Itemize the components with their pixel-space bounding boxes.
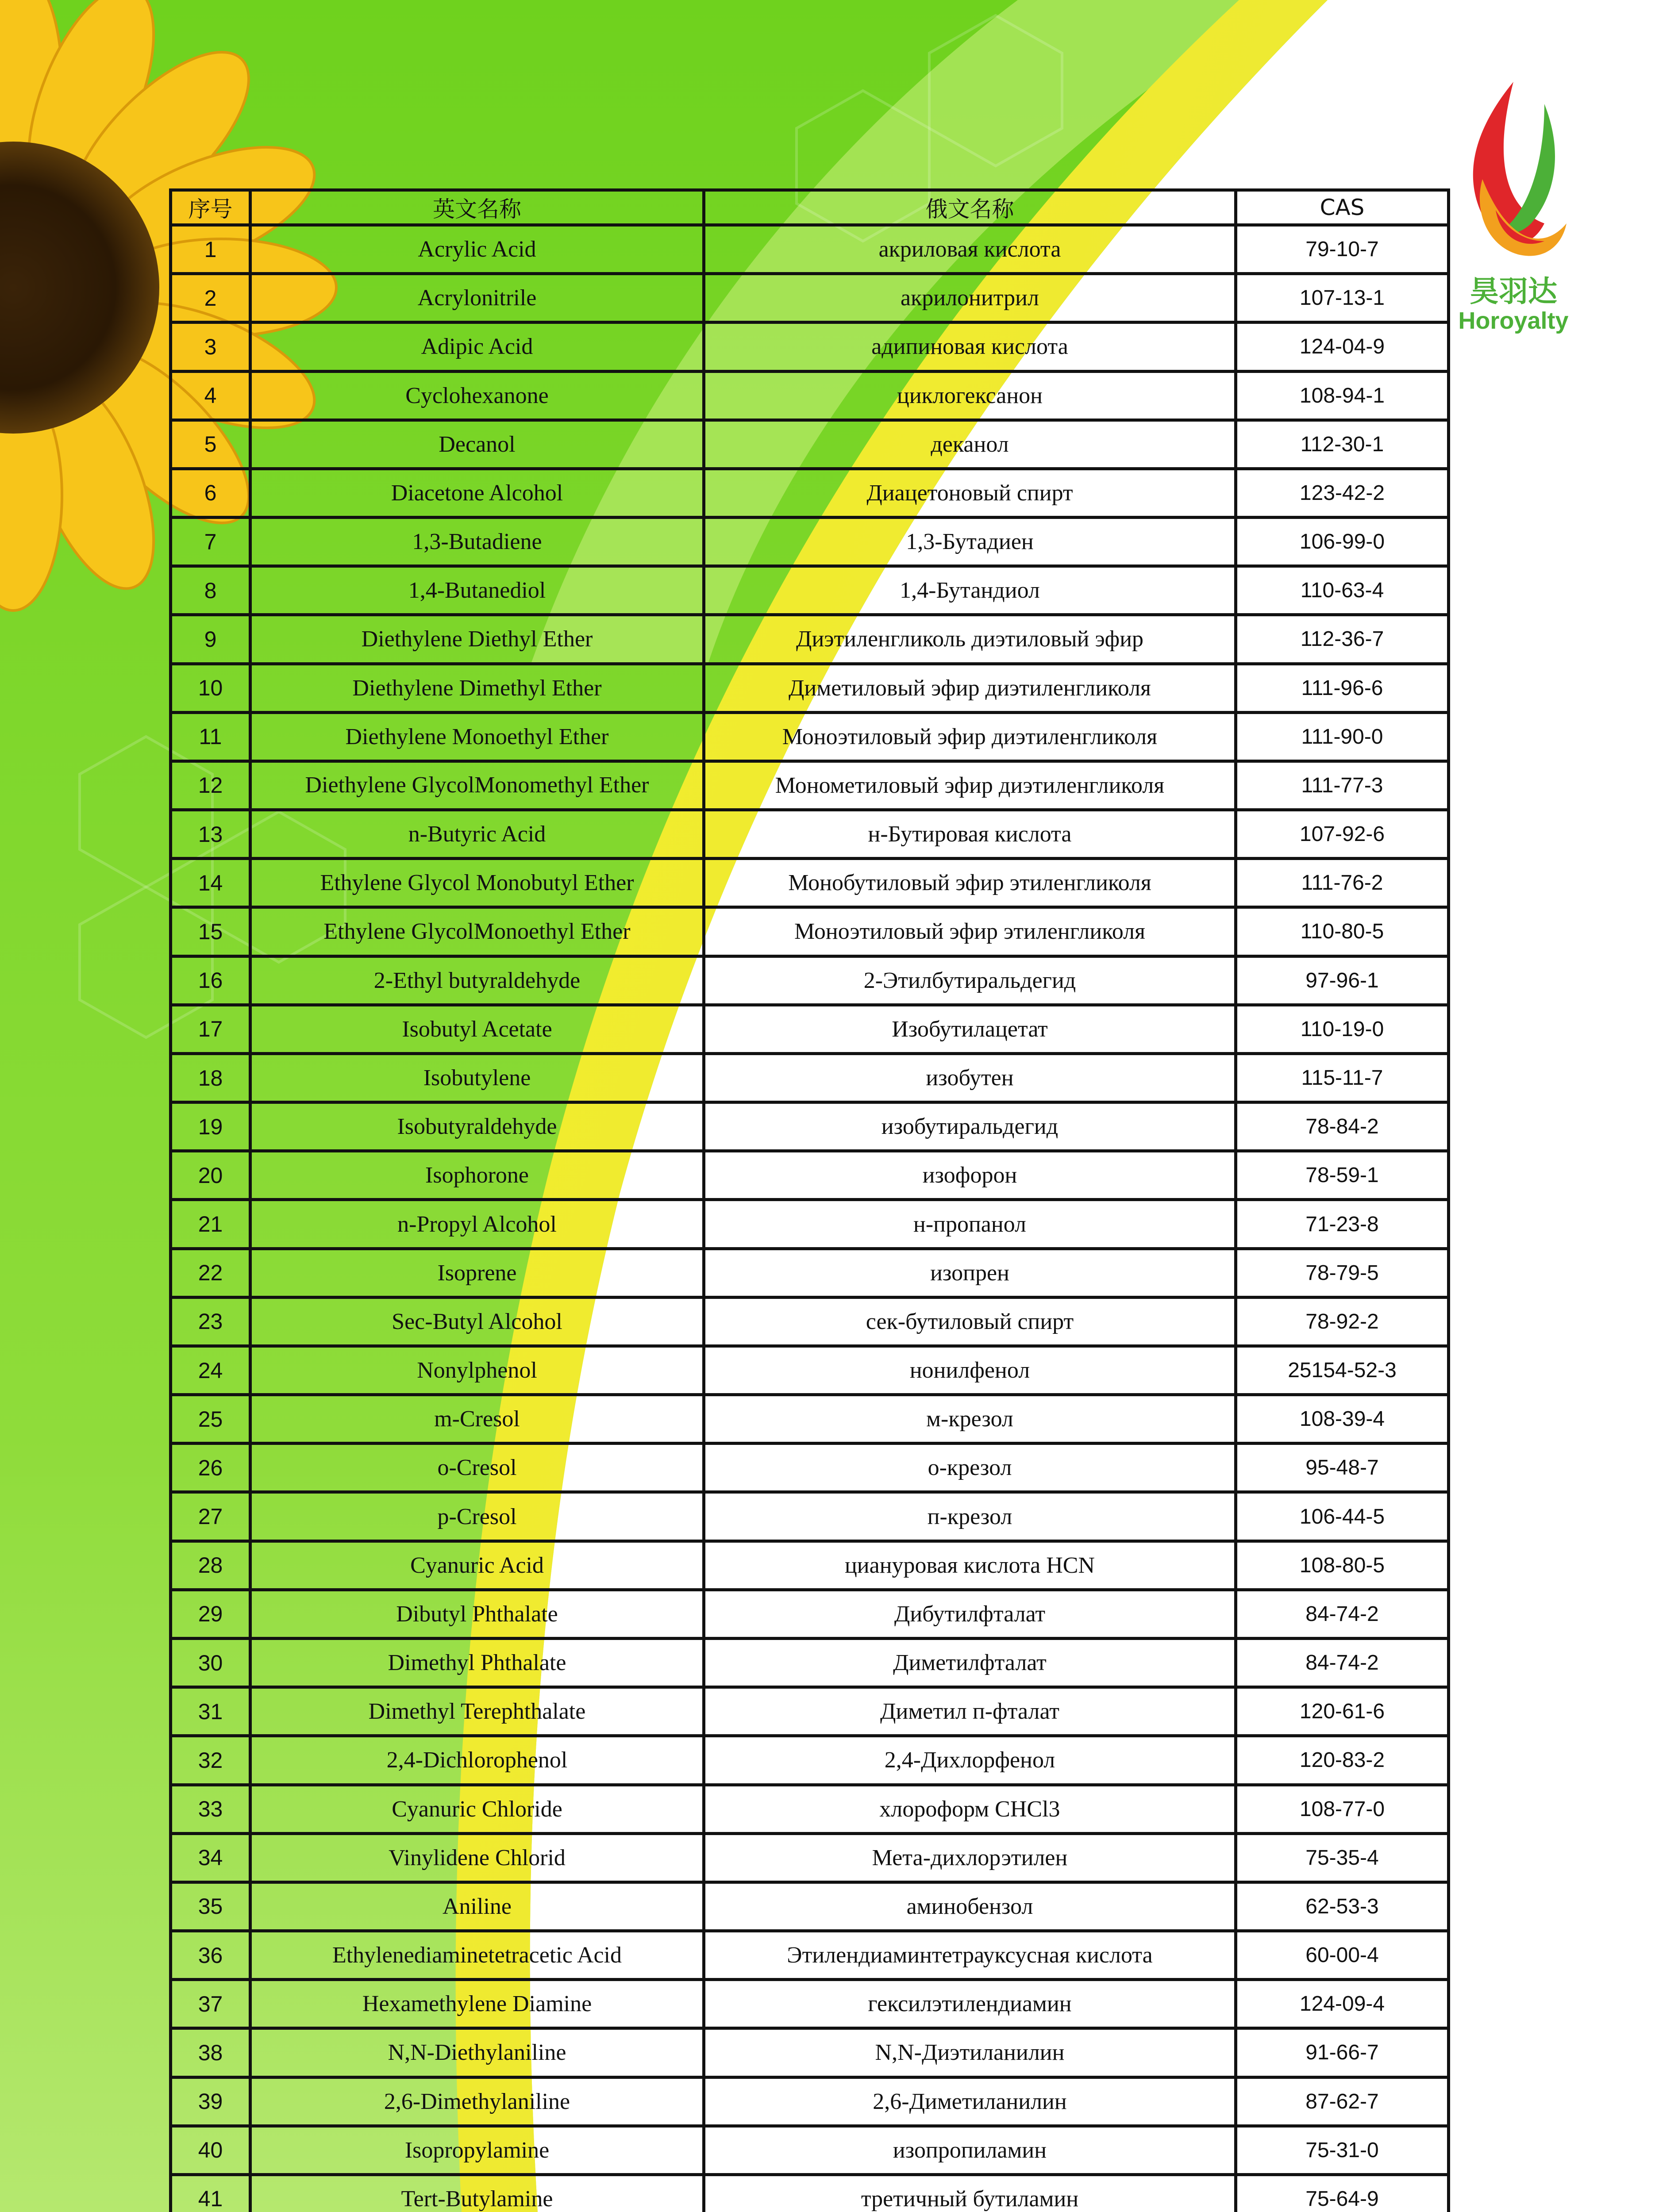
product-table bbox=[169, 188, 1450, 2212]
cas-number: 78-92-2 bbox=[1236, 1297, 1449, 1346]
english-name: Diethylene GlycolMonomethyl Ether bbox=[250, 761, 704, 810]
cas-number: 111-77-3 bbox=[1236, 761, 1449, 810]
row-index: 16 bbox=[171, 956, 250, 1005]
table-row bbox=[171, 1248, 1449, 1297]
row-index: 40 bbox=[171, 2126, 250, 2174]
table-header-row bbox=[171, 190, 1449, 225]
table-row bbox=[171, 1687, 1449, 1736]
table-row bbox=[171, 1005, 1449, 1053]
cas-number: 110-63-4 bbox=[1236, 566, 1449, 615]
row-index: 9 bbox=[171, 615, 250, 664]
table-row bbox=[171, 1833, 1449, 1882]
english-name: Diethylene Monoethyl Ether bbox=[250, 712, 704, 761]
cas-number: 106-99-0 bbox=[1236, 518, 1449, 566]
russian-name: 2-Этилбутиральдегид bbox=[704, 956, 1236, 1005]
table-row bbox=[171, 1492, 1449, 1541]
table-row bbox=[171, 2126, 1449, 2174]
row-index: 7 bbox=[171, 518, 250, 566]
table-row bbox=[171, 1053, 1449, 1102]
cas-number: 110-19-0 bbox=[1236, 1005, 1449, 1053]
table-row bbox=[171, 907, 1449, 956]
row-index: 21 bbox=[171, 1200, 250, 1248]
english-name: Ethylene Glycol Monobutyl Ether bbox=[250, 859, 704, 907]
english-name: Isopropylamine bbox=[250, 2126, 704, 2174]
row-index: 28 bbox=[171, 1541, 250, 1590]
cas-number: 84-74-2 bbox=[1236, 1590, 1449, 1638]
row-index: 3 bbox=[171, 323, 250, 371]
cas-number: 106-44-5 bbox=[1236, 1492, 1449, 1541]
english-name: Hexamethylene Diamine bbox=[250, 1980, 704, 2028]
cas-number: 124-09-4 bbox=[1236, 1980, 1449, 2028]
table-row bbox=[171, 225, 1449, 274]
cas-number: 110-80-5 bbox=[1236, 907, 1449, 956]
brand-name-cn: 昊羽达 bbox=[1470, 274, 1557, 308]
english-name: N,N-Diethylaniline bbox=[250, 2028, 704, 2077]
cas-number: 78-59-1 bbox=[1236, 1151, 1449, 1200]
table-row bbox=[171, 371, 1449, 420]
header-cas: CAS bbox=[1236, 190, 1449, 225]
table-row bbox=[171, 859, 1449, 907]
english-name: Isobutylene bbox=[250, 1053, 704, 1102]
cas-number: 75-64-9 bbox=[1236, 2174, 1449, 2212]
row-index: 2 bbox=[171, 274, 250, 323]
table-row bbox=[171, 761, 1449, 810]
row-index: 10 bbox=[171, 664, 250, 712]
flame-logo-icon bbox=[1456, 77, 1571, 272]
table-row bbox=[171, 1541, 1449, 1590]
english-name: Ethylenediaminetetracetic Acid bbox=[250, 1931, 704, 1980]
row-index: 26 bbox=[171, 1444, 250, 1492]
row-index: 20 bbox=[171, 1151, 250, 1200]
russian-name: изобутен bbox=[704, 1053, 1236, 1102]
row-index: 32 bbox=[171, 1736, 250, 1785]
russian-name: циануровая кислота HCN bbox=[704, 1541, 1236, 1590]
english-name: Nonylphenol bbox=[250, 1346, 704, 1394]
table-row bbox=[171, 1736, 1449, 1785]
row-index: 4 bbox=[171, 371, 250, 420]
russian-name: Монобутиловый эфир этиленгликоля bbox=[704, 859, 1236, 907]
english-name: Dibutyl Phthalate bbox=[250, 1590, 704, 1638]
table-row bbox=[171, 2077, 1449, 2126]
table-row bbox=[171, 1102, 1449, 1151]
table-row bbox=[171, 420, 1449, 469]
russian-name: циклогексанон bbox=[704, 371, 1236, 420]
table-row bbox=[171, 274, 1449, 323]
russian-name: 1,4-Бутандиол bbox=[704, 566, 1236, 615]
russian-name: изофорон bbox=[704, 1151, 1236, 1200]
table-row bbox=[171, 2028, 1449, 2077]
row-index: 27 bbox=[171, 1492, 250, 1541]
cas-number: 75-35-4 bbox=[1236, 1833, 1449, 1882]
english-name: Adipic Acid bbox=[250, 323, 704, 371]
russian-name: 2,6-Диметиланилин bbox=[704, 2077, 1236, 2126]
english-name: Diacetone Alcohol bbox=[250, 469, 704, 517]
english-name: p-Cresol bbox=[250, 1492, 704, 1541]
cas-number: 84-74-2 bbox=[1236, 1638, 1449, 1687]
russian-name: изопрен bbox=[704, 1248, 1236, 1297]
row-index: 29 bbox=[171, 1590, 250, 1638]
english-name: Diethylene Dimethyl Ether bbox=[250, 664, 704, 712]
cas-number: 97-96-1 bbox=[1236, 956, 1449, 1005]
cas-number: 62-53-3 bbox=[1236, 1882, 1449, 1931]
russian-name: Дибутилфталат bbox=[704, 1590, 1236, 1638]
table-row bbox=[171, 664, 1449, 712]
russian-name: изобутиральдегид bbox=[704, 1102, 1236, 1151]
cas-number: 108-94-1 bbox=[1236, 371, 1449, 420]
english-name: Sec-Butyl Alcohol bbox=[250, 1297, 704, 1346]
row-index: 17 bbox=[171, 1005, 250, 1053]
cas-number: 112-30-1 bbox=[1236, 420, 1449, 469]
cas-number: 112-36-7 bbox=[1236, 615, 1449, 664]
cas-number: 107-13-1 bbox=[1236, 274, 1449, 323]
russian-name: аминобензол bbox=[704, 1882, 1236, 1931]
english-name: Isoprene bbox=[250, 1248, 704, 1297]
brand-name-en: Horoyalty bbox=[1458, 307, 1569, 334]
cas-number: 108-80-5 bbox=[1236, 1541, 1449, 1590]
russian-name: Моноэтиловый эфир диэтиленгликоля bbox=[704, 712, 1236, 761]
cas-number: 124-04-9 bbox=[1236, 323, 1449, 371]
russian-name: о-крезол bbox=[704, 1444, 1236, 1492]
english-name: Cyclohexanone bbox=[250, 371, 704, 420]
row-index: 14 bbox=[171, 859, 250, 907]
english-name: 2,4-Dichlorophenol bbox=[250, 1736, 704, 1785]
cas-number: 115-11-7 bbox=[1236, 1053, 1449, 1102]
row-index: 30 bbox=[171, 1638, 250, 1687]
table-row bbox=[171, 712, 1449, 761]
row-index: 1 bbox=[171, 225, 250, 274]
table-row bbox=[171, 2174, 1449, 2212]
russian-name: п-крезол bbox=[704, 1492, 1236, 1541]
row-index: 35 bbox=[171, 1882, 250, 1931]
table-row bbox=[171, 1882, 1449, 1931]
cas-number: 111-76-2 bbox=[1236, 859, 1449, 907]
row-index: 25 bbox=[171, 1395, 250, 1444]
english-name: 1,3-Butadiene bbox=[250, 518, 704, 566]
english-name: Isobutyraldehyde bbox=[250, 1102, 704, 1151]
row-index: 34 bbox=[171, 1833, 250, 1882]
english-name: Tert-Butylamine bbox=[250, 2174, 704, 2212]
english-name: m-Cresol bbox=[250, 1395, 704, 1444]
table-row bbox=[171, 1980, 1449, 2028]
table-row bbox=[171, 1151, 1449, 1200]
table-row bbox=[171, 1200, 1449, 1248]
table-row bbox=[171, 1590, 1449, 1638]
russian-name: н-пропанол bbox=[704, 1200, 1236, 1248]
russian-name: Диметилфталат bbox=[704, 1638, 1236, 1687]
row-index: 38 bbox=[171, 2028, 250, 2077]
row-index: 19 bbox=[171, 1102, 250, 1151]
cas-number: 91-66-7 bbox=[1236, 2028, 1449, 2077]
russian-name: Монометиловый эфир диэтиленгликоля bbox=[704, 761, 1236, 810]
cas-number: 71-23-8 bbox=[1236, 1200, 1449, 1248]
cas-number: 79-10-7 bbox=[1236, 225, 1449, 274]
table-row bbox=[171, 615, 1449, 664]
table-row bbox=[171, 1297, 1449, 1346]
table-row bbox=[171, 1395, 1449, 1444]
english-name: Cyanuric Chloride bbox=[250, 1785, 704, 1833]
table-row bbox=[171, 566, 1449, 615]
english-name: n-Propyl Alcohol bbox=[250, 1200, 704, 1248]
english-name: Vinylidene Chlorid bbox=[250, 1833, 704, 1882]
table-row bbox=[171, 469, 1449, 517]
russian-name: изопропиламин bbox=[704, 2126, 1236, 2174]
english-name: 1,4-Butanediol bbox=[250, 566, 704, 615]
table-row bbox=[171, 1346, 1449, 1394]
cas-number: 75-31-0 bbox=[1236, 2126, 1449, 2174]
cas-number: 87-62-7 bbox=[1236, 2077, 1449, 2126]
english-name: n-Butyric Acid bbox=[250, 810, 704, 859]
header-english-name: 英文名称 bbox=[250, 190, 704, 225]
russian-name: 2,4-Дихлорфенол bbox=[704, 1736, 1236, 1785]
russian-name: деканол bbox=[704, 420, 1236, 469]
row-index: 11 bbox=[171, 712, 250, 761]
cas-number: 95-48-7 bbox=[1236, 1444, 1449, 1492]
russian-name: Диацетоновый спирт bbox=[704, 469, 1236, 517]
english-name: Decanol bbox=[250, 420, 704, 469]
cas-number: 78-84-2 bbox=[1236, 1102, 1449, 1151]
row-index: 12 bbox=[171, 761, 250, 810]
row-index: 22 bbox=[171, 1248, 250, 1297]
row-index: 31 bbox=[171, 1687, 250, 1736]
russian-name: Моноэтиловый эфир этиленгликоля bbox=[704, 907, 1236, 956]
table-row bbox=[171, 956, 1449, 1005]
cas-number: 111-96-6 bbox=[1236, 664, 1449, 712]
cas-number: 60-00-4 bbox=[1236, 1931, 1449, 1980]
table-row bbox=[171, 810, 1449, 859]
russian-name: гексилэтилендиамин bbox=[704, 1980, 1236, 2028]
cas-number: 78-79-5 bbox=[1236, 1248, 1449, 1297]
russian-name: акриловая кислота bbox=[704, 225, 1236, 274]
header-index: 序号 bbox=[171, 190, 250, 225]
header-russian-name: 俄文名称 bbox=[704, 190, 1236, 225]
cas-number: 111-90-0 bbox=[1236, 712, 1449, 761]
cas-number: 123-42-2 bbox=[1236, 469, 1449, 517]
cas-number: 108-39-4 bbox=[1236, 1395, 1449, 1444]
russian-name: нонилфенол bbox=[704, 1346, 1236, 1394]
english-name: Ethylene GlycolMonoethyl Ether bbox=[250, 907, 704, 956]
russian-name: сек-бутиловый спирт bbox=[704, 1297, 1236, 1346]
english-name: Isobutyl Acetate bbox=[250, 1005, 704, 1053]
table-row bbox=[171, 1638, 1449, 1687]
english-name: Aniline bbox=[250, 1882, 704, 1931]
russian-name: Диметиловый эфир диэтиленгликоля bbox=[704, 664, 1236, 712]
cas-number: 120-83-2 bbox=[1236, 1736, 1449, 1785]
russian-name: Изобутилацетат bbox=[704, 1005, 1236, 1053]
russian-name: 1,3-Бутадиен bbox=[704, 518, 1236, 566]
english-name: Dimethyl Phthalate bbox=[250, 1638, 704, 1687]
row-index: 41 bbox=[171, 2174, 250, 2212]
english-name: Acrylic Acid bbox=[250, 225, 704, 274]
row-index: 13 bbox=[171, 810, 250, 859]
russian-name: м-крезол bbox=[704, 1395, 1236, 1444]
russian-name: N,N-Диэтиланилин bbox=[704, 2028, 1236, 2077]
russian-name: Диметил п-фталат bbox=[704, 1687, 1236, 1736]
english-name: Dimethyl Terephthalate bbox=[250, 1687, 704, 1736]
russian-name: третичный бутиламин bbox=[704, 2174, 1236, 2212]
row-index: 6 bbox=[171, 469, 250, 517]
english-name: 2,6-Dimethylaniline bbox=[250, 2077, 704, 2126]
cas-number: 25154-52-3 bbox=[1236, 1346, 1449, 1394]
row-index: 5 bbox=[171, 420, 250, 469]
english-name: o-Cresol bbox=[250, 1444, 704, 1492]
table-row bbox=[171, 1785, 1449, 1833]
russian-name: Этилендиаминтетрауксусная кислота bbox=[704, 1931, 1236, 1980]
row-index: 24 bbox=[171, 1346, 250, 1394]
english-name: Cyanuric Acid bbox=[250, 1541, 704, 1590]
russian-name: акрилонитрил bbox=[704, 274, 1236, 323]
cas-number: 107-92-6 bbox=[1236, 810, 1449, 859]
english-name: Acrylonitrile bbox=[250, 274, 704, 323]
english-name: Isophorone bbox=[250, 1151, 704, 1200]
row-index: 23 bbox=[171, 1297, 250, 1346]
russian-name: адипиновая кислота bbox=[704, 323, 1236, 371]
english-name: 2-Ethyl butyraldehyde bbox=[250, 956, 704, 1005]
table-row bbox=[171, 1931, 1449, 1980]
table-row bbox=[171, 518, 1449, 566]
table-row bbox=[171, 323, 1449, 371]
russian-name: н-Бутировая кислота bbox=[704, 810, 1236, 859]
row-index: 15 bbox=[171, 907, 250, 956]
english-name: Diethylene Diethyl Ether bbox=[250, 615, 704, 664]
row-index: 8 bbox=[171, 566, 250, 615]
row-index: 33 bbox=[171, 1785, 250, 1833]
cas-number: 108-77-0 bbox=[1236, 1785, 1449, 1833]
russian-name: Диэтиленгликоль диэтиловый эфир bbox=[704, 615, 1236, 664]
row-index: 36 bbox=[171, 1931, 250, 1980]
row-index: 18 bbox=[171, 1053, 250, 1102]
cas-number: 120-61-6 bbox=[1236, 1687, 1449, 1736]
table-row bbox=[171, 1444, 1449, 1492]
brand-logo bbox=[1447, 77, 1580, 334]
row-index: 39 bbox=[171, 2077, 250, 2126]
russian-name: хлороформ CHCl3 bbox=[704, 1785, 1236, 1833]
row-index: 37 bbox=[171, 1980, 250, 2028]
russian-name: Мета-дихлорэтилен bbox=[704, 1833, 1236, 1882]
